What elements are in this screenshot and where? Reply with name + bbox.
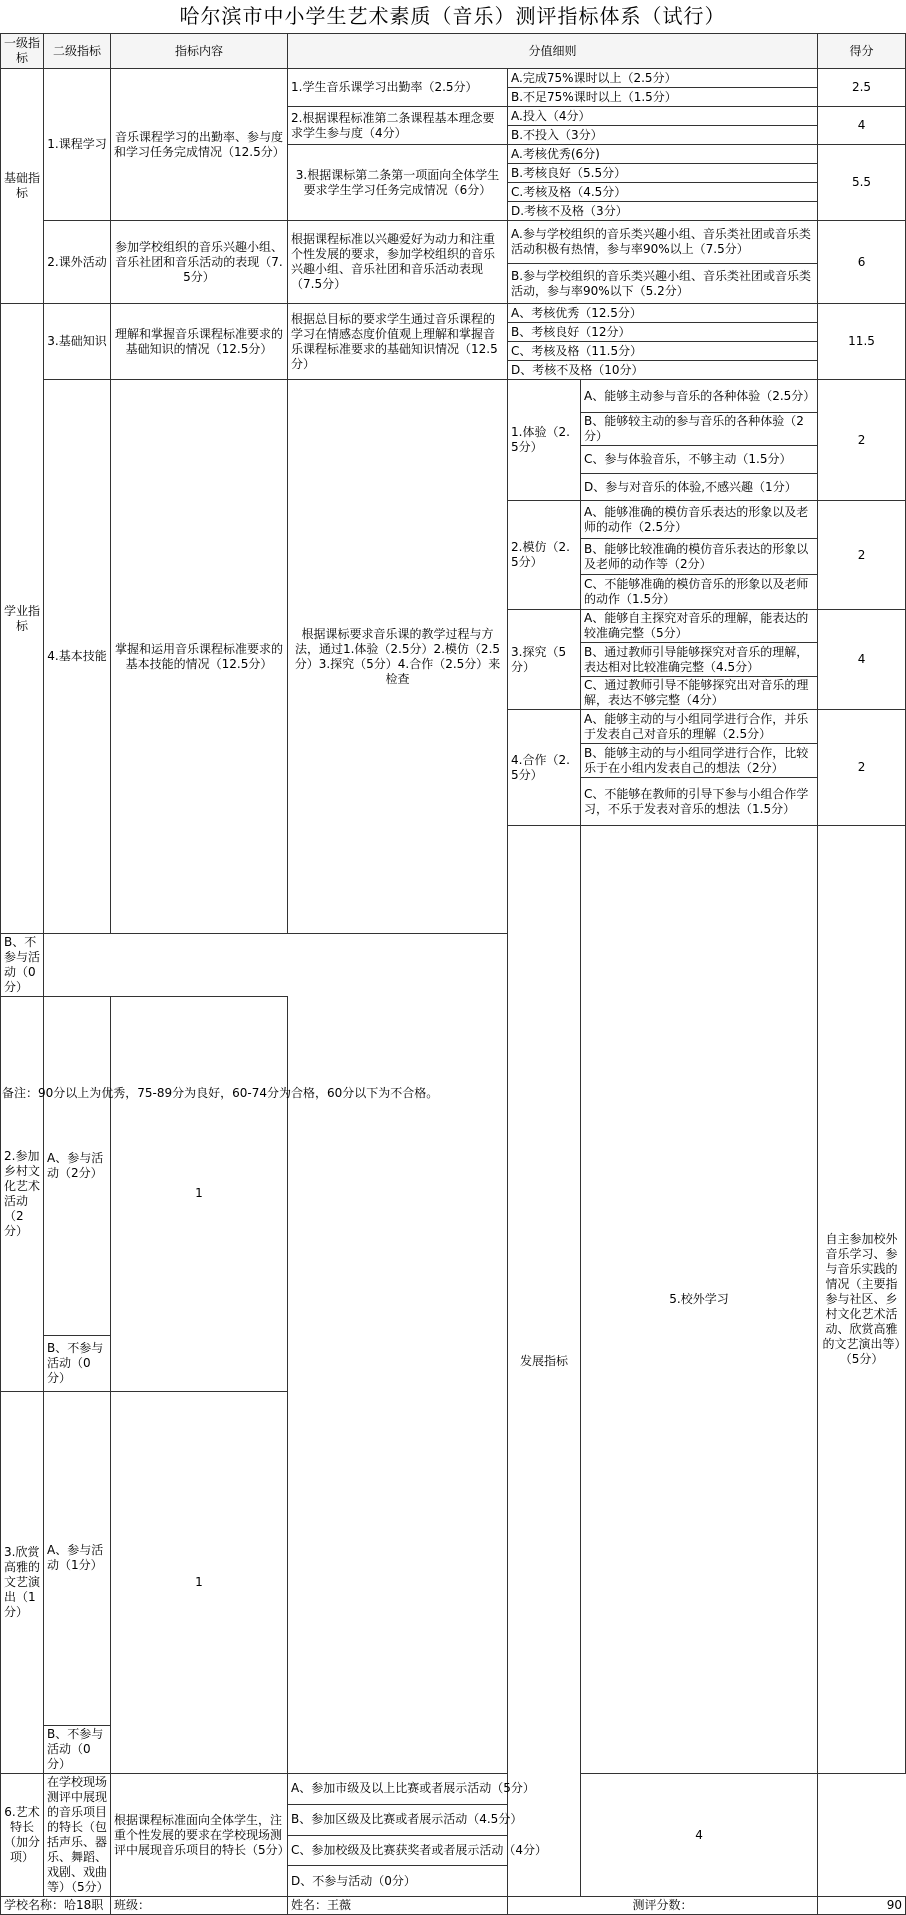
sub-imitation: 2.模仿（2.5分） — [508, 501, 581, 610]
level1-development: 发展指标 — [508, 826, 581, 1897]
option: C、考核及格（11.5分） — [508, 342, 818, 361]
total-label: 测评分数： — [508, 1897, 818, 1915]
option: B、能够比较准确的模仿音乐表达的形象以及老师的动作等（2分） — [581, 539, 818, 575]
option: B.考核良好（5.5分） — [508, 164, 818, 183]
option: D、考核不及格（10分） — [508, 361, 818, 380]
evaluation-table — [0, 33, 906, 1915]
table-row — [1, 304, 906, 323]
option: A.完成75%课时以上（2.5分） — [508, 69, 818, 88]
table-row — [1, 1774, 906, 1805]
header-level2: 二级指标 — [44, 34, 111, 69]
table-row — [1, 221, 906, 264]
level2-skills: 4.基本技能 — [44, 380, 111, 934]
header-content: 指标内容 — [111, 34, 288, 69]
sub-exploration: 3.探究（5分） — [508, 610, 581, 710]
item-task-completion: 3.根据课标第二条第一项面向全体学生要求学生学习任务完成情况（6分） — [288, 145, 508, 221]
level1-basic: 基础指标 — [1, 69, 44, 304]
item-knowledge: 根据总目标的要求学生通过音乐课程的学习在情感态度价值观上理解和掌握音乐课程标准要求的基础知识情况（12.5分） — [288, 304, 508, 380]
option: C、不能够准确的模仿音乐的形象以及老师的动作（1.5分） — [581, 575, 818, 610]
sub-cooperation: 4.合作（2.5分） — [508, 710, 581, 826]
score-cell[interactable]: 4 — [818, 610, 906, 710]
item-participation: 2.根据课程标准第二条课程基本理念要求学生参与度（4分） — [288, 107, 508, 145]
content-extracurricular: 参加学校组织的音乐兴趣小组、音乐社团和音乐活动的表现（7.5分） — [111, 221, 288, 304]
option: D.考核不及格（3分） — [508, 202, 818, 221]
option: B、能够较主动的参与音乐的各种体验（2分） — [581, 413, 818, 446]
option: B.参与学校组织的音乐类兴趣小组、音乐类社团或音乐类活动，参与率90%以下（5.2分） — [508, 264, 818, 304]
option: C、不能够在教师的引导下参与小组合作学习，不乐于发表对音乐的想法（1.5分） — [581, 778, 818, 826]
score-cell[interactable]: 2.5 — [818, 69, 906, 107]
option: B、通过教师引导能够探究对音乐的理解，表达相对比较准确完整（4.5分） — [581, 643, 818, 677]
score-cell[interactable]: 2 — [818, 501, 906, 610]
option: B、不参与活动（0分） — [44, 1726, 111, 1774]
option: B、不参与活动（0分） — [44, 1336, 111, 1391]
level2-knowledge: 3.基础知识 — [44, 304, 111, 380]
item-extracurricular: 根据课程标准以兴趣爱好为动力和注重个性发展的要求，参加学校组织的音乐兴趣小组、音乐社团和音乐活动表现（7.5分） — [288, 221, 508, 304]
class-field[interactable]: 班级： — [111, 1897, 288, 1915]
content-knowledge: 理解和掌握音乐课程标准要求的基础知识的情况（12.5分） — [111, 304, 288, 380]
score-cell[interactable]: 2 — [818, 710, 906, 826]
header-level1: 一级指标 — [1, 34, 44, 69]
score-cell[interactable]: 4 — [581, 1774, 818, 1897]
content-course: 音乐课程学习的出勤率、参与度和学习任务完成情况（12.5分） — [111, 69, 288, 221]
score-cell[interactable]: 4 — [818, 107, 906, 145]
option: A.投入（4分） — [508, 107, 818, 126]
student-name[interactable]: 姓名：王薇 — [288, 1897, 508, 1915]
option: C、参与体验音乐，不够主动（1.5分） — [581, 446, 818, 474]
score-cell[interactable]: 1 — [111, 1391, 288, 1774]
option: A.考核优秀(6分) — [508, 145, 818, 164]
item-skills: 根据课标要求音乐课的教学过程与方法，通过1.体验（2.5分）2.模仿（2.5分）3.探究（5分）4.合作（2.5分）来检查 — [288, 380, 508, 934]
table-row — [1, 69, 906, 88]
score-cell[interactable]: 2 — [818, 380, 906, 501]
option: D、参与对音乐的体验,不感兴趣（1分） — [581, 474, 818, 501]
option: C.考核及格（4.5分） — [508, 183, 818, 202]
option: B.不投入（3分） — [508, 126, 818, 145]
sub-performance: 3.欣赏高雅的文艺演出（1分） — [1, 1391, 44, 1774]
level2-extracurricular: 2.课外活动 — [44, 221, 111, 304]
option: B、参加区级及比赛或者展示活动（4.5分） — [288, 1804, 581, 1835]
header-detail: 分值细则 — [288, 34, 818, 69]
item-attendance: 1.学生音乐课学习出勤率（2.5分） — [288, 69, 508, 107]
option: A、参加市级及以上比赛或者展示活动（5分） — [288, 1774, 581, 1805]
level2-outside: 5.校外学习 — [581, 826, 818, 1774]
content-skills: 掌握和运用音乐课程标准要求的基本技能的情况（12.5分） — [111, 380, 288, 934]
header-score: 得分 — [818, 34, 906, 69]
content-talent: 在学校现场测评中展现的音乐项目的特长（包括声乐、器乐、舞蹈、戏剧、戏曲等）（5分） — [44, 1774, 111, 1897]
option: B、能够主动的与小组同学进行合作，比较乐于在小组内发表自己的想法（2分） — [581, 744, 818, 778]
option: B.不足75%课时以上（1.5分） — [508, 88, 818, 107]
score-cell[interactable]: 5.5 — [818, 145, 906, 221]
option: B、不参与活动（0分） — [1, 934, 44, 997]
footer-row — [1, 1897, 906, 1915]
option: C、参加校级及比赛获奖者或者展示活动（4分） — [288, 1835, 581, 1866]
level2-talent: 6.艺术特长（加分项） — [1, 1774, 44, 1897]
option: A、能够准确的模仿音乐表达的形象以及老师的动作（2.5分） — [581, 501, 818, 539]
school-name[interactable]: 学校名称：哈18职 — [1, 1897, 111, 1915]
sub-experience: 1.体验（2.5分） — [508, 380, 581, 501]
level2-course: 1.课程学习 — [44, 69, 111, 221]
option: D、不参与活动（0分） — [288, 1866, 581, 1897]
page-title: 哈尔滨市中小学生艺术素质（音乐）测评指标体系（试行） — [179, 4, 726, 28]
option: A、能够主动的与小组同学进行合作，并乐于发表自己对音乐的理解（2.5分） — [581, 710, 818, 744]
score-cell[interactable]: 6 — [818, 221, 906, 304]
option: A.参与学校组织的音乐类兴趣小组、音乐类社团或音乐类活动积极有热情，参与率90%以上（7.5分） — [508, 221, 818, 264]
option: A、参与活动（2分） — [44, 997, 111, 1336]
sub-rural: 2.参加乡村文化艺术活动（2分） — [1, 997, 44, 1392]
option: A、能够自主探究对音乐的理解，能表达的较准确完整（5分） — [581, 610, 818, 643]
option: C、通过教师引导不能够探究出对音乐的理解，表达不够完整（4分） — [581, 677, 818, 710]
content-outside: 自主参加校外音乐学习、参与音乐实践的情况（主要指参与社区、乡村文化艺术活动、欣赏高雅的文艺演出等）（5分） — [818, 826, 906, 1774]
option: B、考核良好（12分） — [508, 323, 818, 342]
table-row — [1, 380, 906, 413]
remark-note: 备注：90分以上为优秀，75-89分为良好，60-74分为合格，60分以下为不合格。 — [2, 1086, 439, 1100]
option: A、考核优秀（12.5分） — [508, 304, 818, 323]
level1-academic: 学业指标 — [1, 304, 44, 934]
score-cell[interactable]: 1 — [111, 997, 288, 1392]
item-talent: 根据课程标准面向全体学生，注重个性发展的要求在学校现场测评中展现音乐项目的特长（5分） — [111, 1774, 288, 1897]
option: A、参与活动（1分） — [44, 1391, 111, 1726]
total-score[interactable]: 90 — [818, 1897, 906, 1915]
header-row — [1, 34, 906, 69]
score-cell[interactable]: 11.5 — [818, 304, 906, 380]
option: A、能够主动参与音乐的各种体验（2.5分） — [581, 380, 818, 413]
